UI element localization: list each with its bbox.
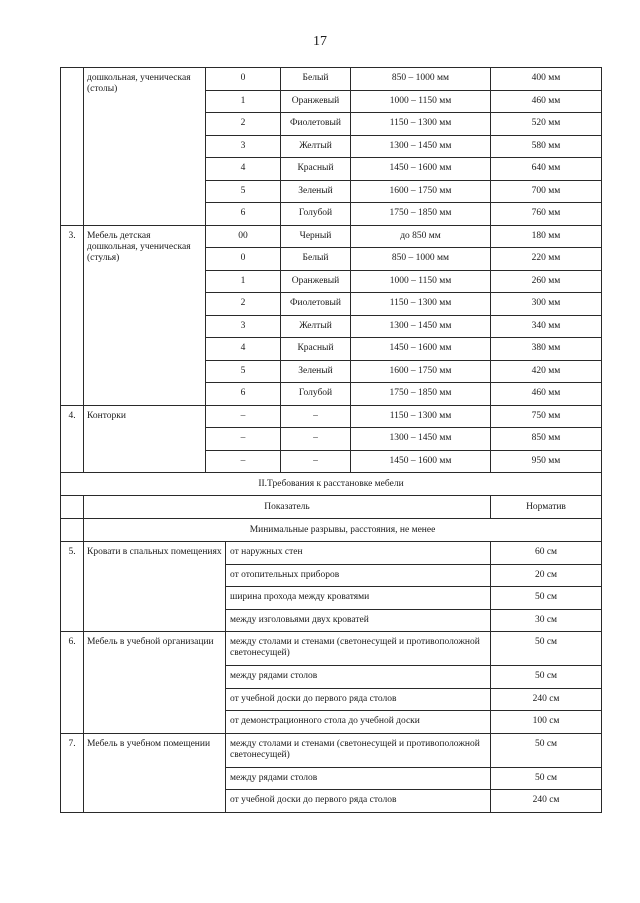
distance-value: 240 см: [491, 688, 602, 711]
marking-color: Оранжевый: [281, 270, 351, 293]
page-number: 17: [313, 34, 327, 49]
height-range: 1750 – 1850 мм: [351, 383, 491, 406]
size-value: 380 мм: [491, 338, 602, 361]
distance-value: 20 см: [491, 564, 602, 587]
placement-object: Мебель в учебном помещении: [84, 733, 226, 812]
placement-object: Кровати в спальных помещениях: [84, 542, 226, 632]
group-number: 0: [206, 248, 281, 271]
marking-color: Желтый: [281, 135, 351, 158]
marking-color: Зеленый: [281, 360, 351, 383]
group-number: 5: [206, 360, 281, 383]
marking-color: –: [281, 405, 351, 428]
size-value: 850 мм: [491, 428, 602, 451]
placement-row: [61, 542, 602, 565]
size-value: 260 мм: [491, 270, 602, 293]
height-range: 1300 – 1450 мм: [351, 315, 491, 338]
distance-description: между рядами столов: [226, 767, 491, 790]
group-number: 1: [206, 270, 281, 293]
marking-color: Красный: [281, 338, 351, 361]
row-number: 3.: [61, 225, 84, 405]
furniture-name: Мебель детская дошкольная, ученическая (стулья): [84, 225, 206, 405]
group-number: 3: [206, 135, 281, 158]
group-number-label: 7.: [61, 733, 84, 812]
distance-description: от демонстрационного стола до учебной доски: [226, 711, 491, 734]
distance-description: ширина прохода между кроватями: [226, 587, 491, 610]
group-number: 6: [206, 383, 281, 406]
height-range: 1300 – 1450 мм: [351, 428, 491, 451]
header-blank: [61, 496, 84, 519]
distance-description: от учебной доски до первого ряда столов: [226, 688, 491, 711]
size-value: 950 мм: [491, 450, 602, 473]
height-range: 1750 – 1850 мм: [351, 203, 491, 226]
marking-color: –: [281, 450, 351, 473]
size-value: 760 мм: [491, 203, 602, 226]
subheader-blank: [61, 519, 84, 542]
row-number: 4.: [61, 405, 84, 473]
distances-subheader: Минимальные разрывы, расстояния, не менее: [84, 519, 602, 542]
group-number: –: [206, 428, 281, 451]
marking-color: Оранжевый: [281, 90, 351, 113]
group-number-label: 6.: [61, 632, 84, 734]
height-range: 1150 – 1300 мм: [351, 293, 491, 316]
size-value: 180 мм: [491, 225, 602, 248]
furniture-row: [61, 405, 602, 428]
size-value: 460 мм: [491, 90, 602, 113]
group-number: 4: [206, 158, 281, 181]
marking-color: Красный: [281, 158, 351, 181]
marking-color: Черный: [281, 225, 351, 248]
marking-color: Белый: [281, 68, 351, 91]
height-range: 1600 – 1750 мм: [351, 360, 491, 383]
distance-description: от наружных стен: [226, 542, 491, 565]
size-value: 640 мм: [491, 158, 602, 181]
distance-value: 50 см: [491, 733, 602, 767]
distance-value: 60 см: [491, 542, 602, 565]
height-range: 1150 – 1300 мм: [351, 113, 491, 136]
distance-value: 50 см: [491, 587, 602, 610]
indicator-header: Показатель: [84, 496, 491, 519]
group-number: 2: [206, 293, 281, 316]
height-range: 1000 – 1150 мм: [351, 270, 491, 293]
height-range: 850 – 1000 мм: [351, 68, 491, 91]
height-range: 1300 – 1450 мм: [351, 135, 491, 158]
marking-color: Желтый: [281, 315, 351, 338]
distance-description: между столами и стенами (светонесущей и противоположной светонесущей): [226, 632, 491, 666]
furniture-row: [61, 225, 602, 248]
distance-description: от отопительных приборов: [226, 564, 491, 587]
distance-description: между изголовьями двух кроватей: [226, 609, 491, 632]
furniture-table: [60, 67, 602, 813]
marking-color: –: [281, 428, 351, 451]
size-value: 750 мм: [491, 405, 602, 428]
marking-color: Белый: [281, 248, 351, 271]
height-range: 1450 – 1600 мм: [351, 158, 491, 181]
placement-row: [61, 632, 602, 666]
distance-value: 50 см: [491, 666, 602, 689]
height-range: 1450 – 1600 мм: [351, 338, 491, 361]
group-number: –: [206, 405, 281, 428]
group-number: 00: [206, 225, 281, 248]
marking-color: Голубой: [281, 203, 351, 226]
group-number: 3: [206, 315, 281, 338]
group-number: –: [206, 450, 281, 473]
group-number: 4: [206, 338, 281, 361]
group-number-label: 5.: [61, 542, 84, 632]
size-value: 340 мм: [491, 315, 602, 338]
furniture-name: Конторки: [84, 405, 206, 473]
height-range: 1450 – 1600 мм: [351, 450, 491, 473]
distance-description: между столами и стенами (светонесущей и противоположной светонесущей): [226, 733, 491, 767]
size-value: 400 мм: [491, 68, 602, 91]
marking-color: Фиолетовый: [281, 113, 351, 136]
distance-value: 30 см: [491, 609, 602, 632]
distance-description: между рядами столов: [226, 666, 491, 689]
height-range: 1000 – 1150 мм: [351, 90, 491, 113]
norm-header: Норматив: [491, 496, 602, 519]
height-range: до 850 мм: [351, 225, 491, 248]
group-number: 0: [206, 68, 281, 91]
size-value: 520 мм: [491, 113, 602, 136]
row-number: [61, 68, 84, 226]
size-value: 420 мм: [491, 360, 602, 383]
furniture-name: дошкольная, ученическая (столы): [84, 68, 206, 226]
distance-value: 240 см: [491, 790, 602, 813]
group-number: 1: [206, 90, 281, 113]
group-number: 2: [206, 113, 281, 136]
size-value: 300 мм: [491, 293, 602, 316]
section-title: II.Требования к расстановке мебели: [61, 473, 602, 496]
size-value: 580 мм: [491, 135, 602, 158]
furniture-row: [61, 68, 602, 91]
height-range: 1150 – 1300 мм: [351, 405, 491, 428]
height-range: 1600 – 1750 мм: [351, 180, 491, 203]
height-range: 850 – 1000 мм: [351, 248, 491, 271]
size-value: 460 мм: [491, 383, 602, 406]
marking-color: Зеленый: [281, 180, 351, 203]
distance-description: от учебной доски до первого ряда столов: [226, 790, 491, 813]
distance-value: 50 см: [491, 767, 602, 790]
marking-color: Фиолетовый: [281, 293, 351, 316]
group-number: 5: [206, 180, 281, 203]
size-value: 220 мм: [491, 248, 602, 271]
marking-color: Голубой: [281, 383, 351, 406]
placement-row: [61, 733, 602, 767]
placement-object: Мебель в учебной организации: [84, 632, 226, 734]
distance-value: 50 см: [491, 632, 602, 666]
group-number: 6: [206, 203, 281, 226]
size-value: 700 мм: [491, 180, 602, 203]
distance-value: 100 см: [491, 711, 602, 734]
